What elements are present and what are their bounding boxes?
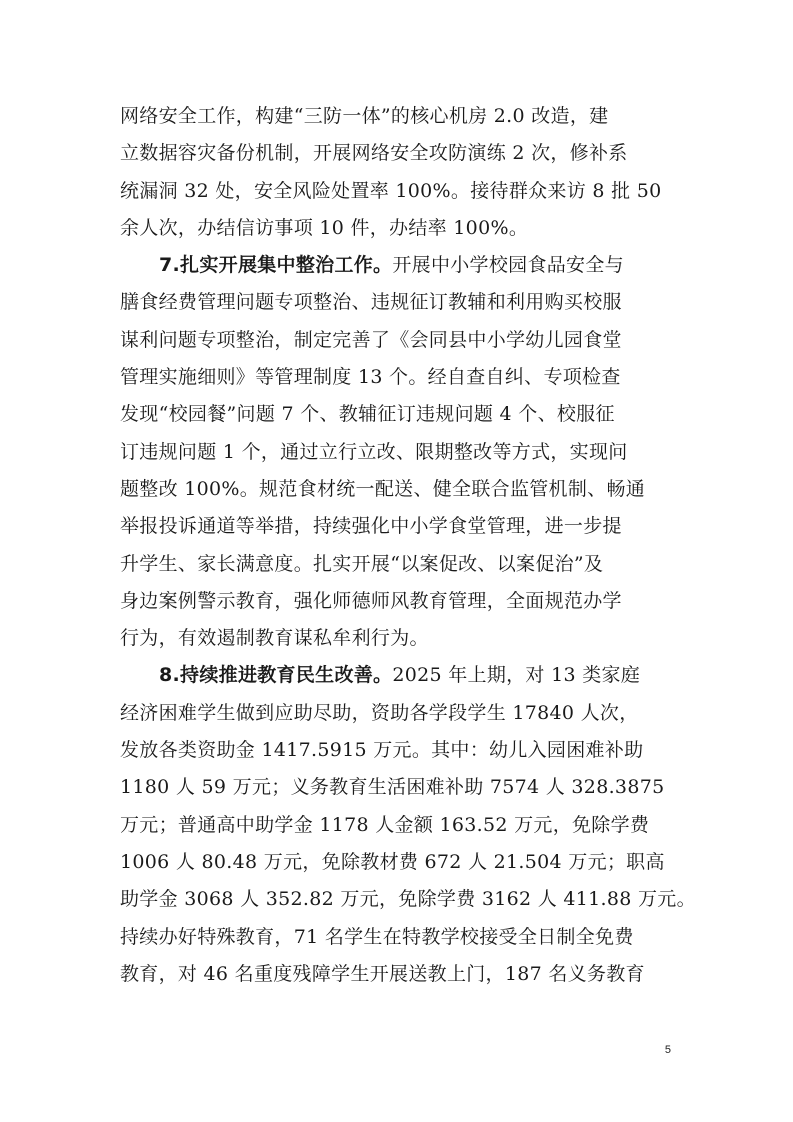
text-line: 订违规问题 1 个，通过立行立改、限期整改等方式，实现问 xyxy=(120,440,628,463)
text-line: 统漏洞 32 处，安全风险处置率 100%。接待群众来访 8 批 50 xyxy=(120,179,662,202)
text-line: 助学金 3068 人 352.82 万元，免除学费 3162 人 411.88 万元。 xyxy=(120,888,696,911)
text-line: 网络安全工作，构建“三防一体”的核心机房 2.0 改造，建 xyxy=(120,105,609,127)
section-8-lead-text: 2025 年上期，对 13 类家庭 xyxy=(392,664,641,687)
text-line: 题整改 100%。规范食材统一配送、健全联合监管机制、畅通 xyxy=(120,477,646,500)
section-7-heading: 7.扎实开展集中整治工作。 xyxy=(159,254,393,277)
section-7-first-line xyxy=(120,247,675,284)
text-line: 谋利问题专项整治，制定完善了《会同县中小学幼儿园食堂 xyxy=(120,328,622,351)
text-line: 1006 人 80.48 万元，免除教材费 672 人 21.504 万元；职高 xyxy=(120,850,665,873)
section-8-heading: 8.持续推进教育民生改善。 xyxy=(159,664,393,687)
section-7-lead-text: 开展中小学校园食品安全与 xyxy=(392,254,624,277)
section-8-first-line xyxy=(120,657,675,694)
text-line: 发现“校园餐”问题 7 个、教辅征订违规问题 4 个、校服征 xyxy=(120,403,615,426)
text-line: 管理实施细则》等管理制度 13 个。经自查自纠、专项检查 xyxy=(120,366,621,389)
body-text xyxy=(120,98,696,993)
text-line: 经济困难学生做到应助尽助，资助各学段学生 17840 人次， xyxy=(120,701,639,724)
page-number: 5 xyxy=(664,1044,671,1056)
text-line: 立数据容灾备份机制，开展网络安全攻防演练 2 次，修补系 xyxy=(120,142,628,165)
text-line: 教育，对 46 名重度残障学生开展送教上门，187 名义务教育 xyxy=(120,962,645,985)
text-line: 升学生、家长满意度。扎实开展“以案促改、以案促治”及 xyxy=(120,552,604,575)
text-line: 发放各类资助金 1417.5915 万元。其中：幼儿入园困难补助 xyxy=(120,739,644,762)
text-line: 1180 人 59 万元；义务教育生活困难补助 7574 人 328.3875 xyxy=(120,776,665,799)
text-line: 举报投诉通道等举措，持续强化中小学食堂管理，进一步提 xyxy=(120,515,622,538)
text-line: 膳食经费管理问题专项整治、违规征订教辅和利用购买校服 xyxy=(120,291,622,314)
text-line: 余人次，办结信访事项 10 件，办结率 100%。 xyxy=(120,216,529,239)
text-line: 万元；普通高中助学金 1178 人金额 163.52 万元，免除学费 xyxy=(120,813,650,836)
text-line: 持续办好特殊教育，71 名学生在特教学校接受全日制全免费 xyxy=(120,925,634,948)
text-line: 行为，有效遏制教育谋私牟利行为。 xyxy=(120,627,429,650)
text-line: 身边案例警示教育，强化师德师风教育管理，全面规范办学 xyxy=(120,589,622,612)
